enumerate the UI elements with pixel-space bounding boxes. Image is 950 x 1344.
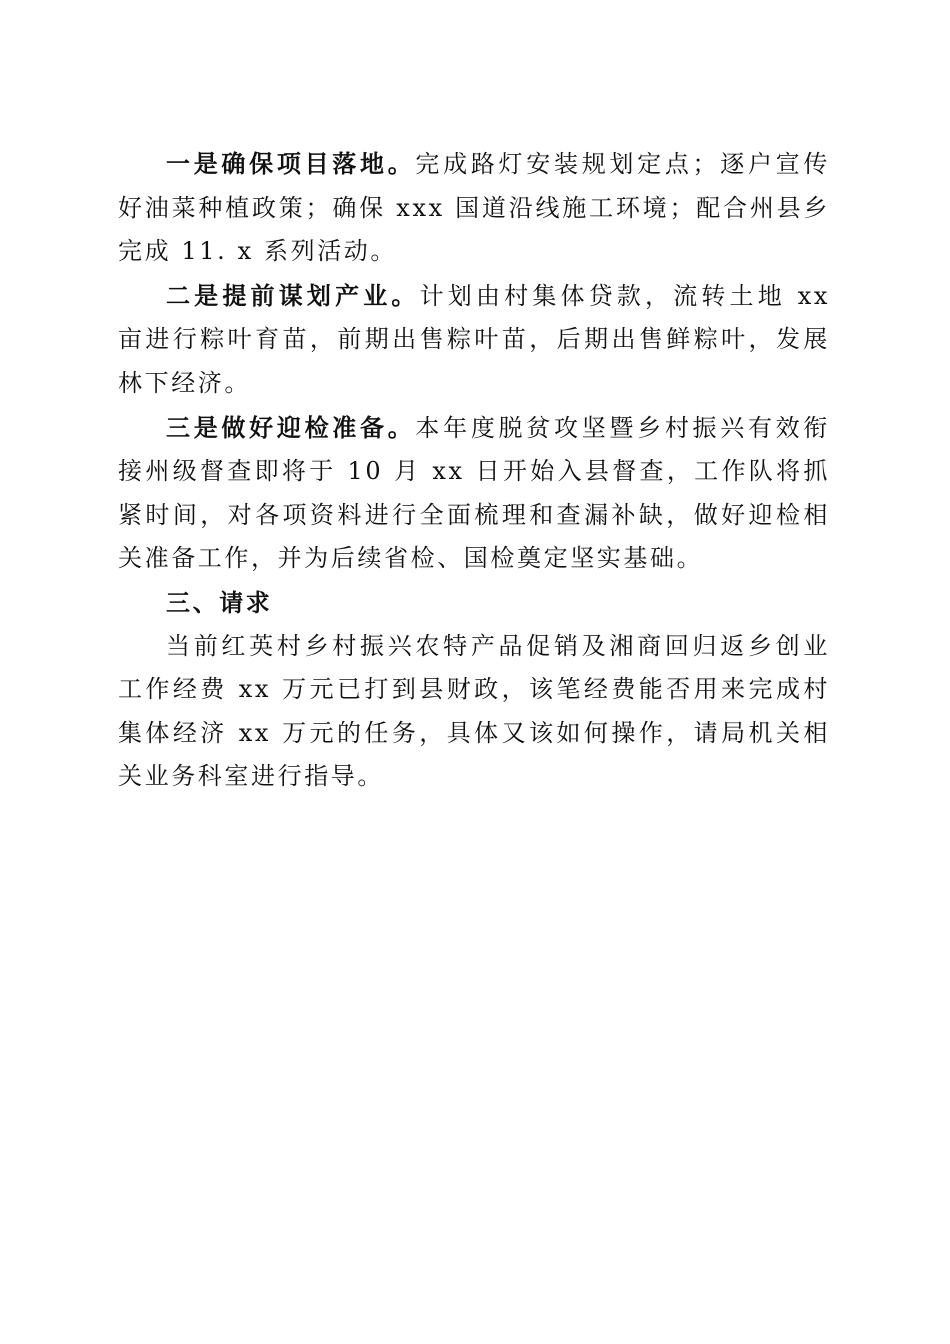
section-heading: 三、请求: [166, 587, 273, 617]
paragraph-text: 本年度脱贫攻坚暨乡村振兴有效衔接州级督查即将于 10 月 xx 日开始入县督查，工作队将抓紧时间，对各项资料进行全面梳理和查漏补缺，做好迎检相关准备工作，并为后续省检、国检奠定坚实基础。: [118, 413, 830, 573]
document-body: [118, 142, 830, 799]
paragraph-inspection-prep: [118, 406, 830, 581]
paragraph-text: 完成路灯安装规划定点；逐户宣传好油菜种植政策；确保 xxx 国道沿线施工环境；配合州县乡完成 11. x 系列活动。: [118, 150, 830, 266]
paragraph-lead: 三是做好迎检准备。: [166, 412, 416, 442]
paragraph-request: 当前红英村乡村振兴农特产品促销及湘商回归返乡创业工作经费 xx 万元已打到县财政，该笔经费能否用来完成村集体经济 xx 万元的任务，具体又该如何操作，请局机关相关业务科室进行指导。: [118, 631, 830, 791]
paragraph-lead: 一是确保项目落地。: [166, 149, 416, 178]
paragraph-industry-planning: [118, 274, 830, 406]
paragraph-lead: 二是提前谋划产业。: [166, 280, 420, 310]
paragraph-project-landing: [118, 142, 830, 274]
paragraph-text: 计划由村集体贷款，流转土地 xx 亩进行粽叶育苗，前期出售粽叶苗，后期出售鲜粽叶，发展林下经济。: [118, 281, 830, 397]
